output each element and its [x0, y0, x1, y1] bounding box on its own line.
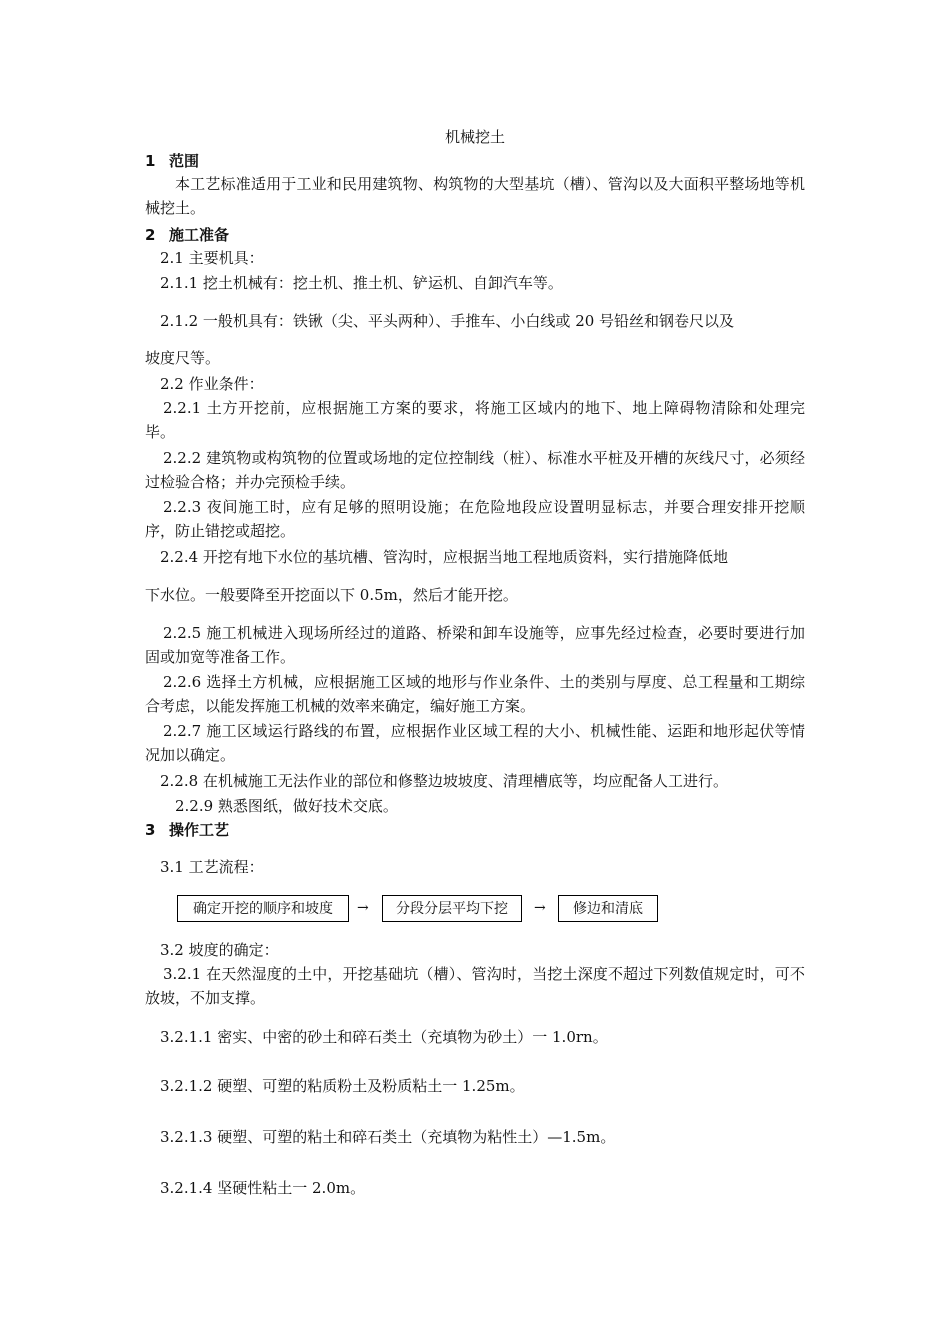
paragraph-2-2-6: 2.2.6 选择土方机械，应根据施工区域的地形与作业条件、土的类别与厚度、总工程量和工期综合考虑，以能发挥施工机械的效率来确定，编好施工方案。 — [145, 673, 805, 715]
flow-step-3: 修边和清底 — [558, 895, 658, 922]
paragraph-2-2-7: 2.2.7 施工区域运行路线的布置，应根据作业区域工程的大小、机械性能、运距和地形起伏等情况加以确定。 — [145, 722, 805, 764]
section-2-heading — [145, 224, 229, 245]
section-number: 1 — [145, 152, 156, 170]
line-2-1-2b: 坡度尺等。 — [145, 349, 221, 367]
section-title: 施工准备 — [169, 226, 230, 244]
section-title: 范围 — [169, 152, 200, 170]
section-3-heading — [145, 819, 229, 840]
line-3-2-1-4: 3.2.1.4 坚硬性粘土一 2.0m。 — [160, 1179, 366, 1197]
line-2-2-4b: 下水位。一般要降至开挖面以下 0.5m，然后才能开挖。 — [145, 586, 518, 604]
flow-arrow-icon: → — [357, 900, 369, 916]
line-2-1-1: 2.1.1 挖土机械有：挖土机、推土机、铲运机、自卸汽车等。 — [160, 274, 563, 292]
paragraph-3-2-1: 3.2.1 在天然湿度的土中，开挖基础坑（槽）、管沟时，当挖土深度不超过下列数值规定时，可不放坡，不加支撑。 — [145, 965, 805, 1007]
paragraph-2-2-5: 2.2.5 施工机械进入现场所经过的道路、桥梁和卸车设施等，应事先经过检查，必要时要进行加固或加宽等准备工作。 — [145, 624, 805, 666]
paragraph-2-2-3: 2.2.3 夜间施工时，应有足够的照明设施；在危险地段应设置明显标志，并要合理安排开挖顺序，防止错挖或超挖。 — [145, 498, 805, 540]
line-2-2-9: 2.2.9 熟悉图纸，做好技术交底。 — [175, 797, 398, 815]
section-number: 3 — [145, 821, 156, 839]
section-1-heading — [145, 150, 199, 171]
line-2-1-2a: 2.1.2 一般机具有：铁锹（尖、平头两种）、手推车、小白线或 20 号铅丝和钢卷尺以及 — [160, 312, 735, 330]
line-2-1: 2.1 主要机具： — [160, 249, 264, 267]
line-3-1: 3.1 工艺流程： — [160, 858, 264, 876]
line-3-2: 3.2 坡度的确定： — [160, 941, 279, 959]
line-3-2-1-3: 3.2.1.3 硬塑、可塑的粘土和碎石类土（充填物为粘性土）—1.5m。 — [160, 1128, 616, 1146]
line-2-2-4a: 2.2.4 开挖有地下水位的基坑槽、管沟时，应根据当地工程地质资料，实行措施降低地 — [160, 548, 728, 566]
section-number: 2 — [145, 226, 156, 244]
section-1-paragraph: 本工艺标准适用于工业和民用建筑物、构筑物的大型基坑（槽）、管沟以及大面积平整场地等机械挖土。 — [145, 175, 805, 217]
flow-step-1: 确定开挖的顺序和坡度 — [177, 895, 349, 922]
line-3-2-1-2: 3.2.1.2 硬塑、可塑的粘质粉土及粉质粘土一 1.25m。 — [160, 1077, 525, 1095]
line-2-2: 2.2 作业条件： — [160, 375, 264, 393]
line-3-2-1-1: 3.2.1.1 密实、中密的砂土和碎石类土（充填物为砂土）一 1.0rn。 — [160, 1028, 608, 1046]
page-title: 机械挖土 — [444, 128, 505, 146]
paragraph-2-2-1: 2.2.1 土方开挖前，应根据施工方案的要求，将施工区域内的地下、地上障碍物清除和处理完毕。 — [145, 399, 805, 441]
paragraph-2-2-2: 2.2.2 建筑物或构筑物的位置或场地的定位控制线（桩）、标准水平桩及开槽的灰线尺寸，必须经过检验合格；并办完预检手续。 — [145, 449, 805, 491]
flow-step-2: 分段分层平均下挖 — [382, 895, 522, 922]
section-title: 操作工艺 — [169, 821, 230, 839]
line-2-2-8: 2.2.8 在机械施工无法作业的部位和修整边坡坡度、清理槽底等，均应配备人工进行。 — [160, 772, 728, 790]
flow-arrow-icon: → — [534, 900, 546, 916]
